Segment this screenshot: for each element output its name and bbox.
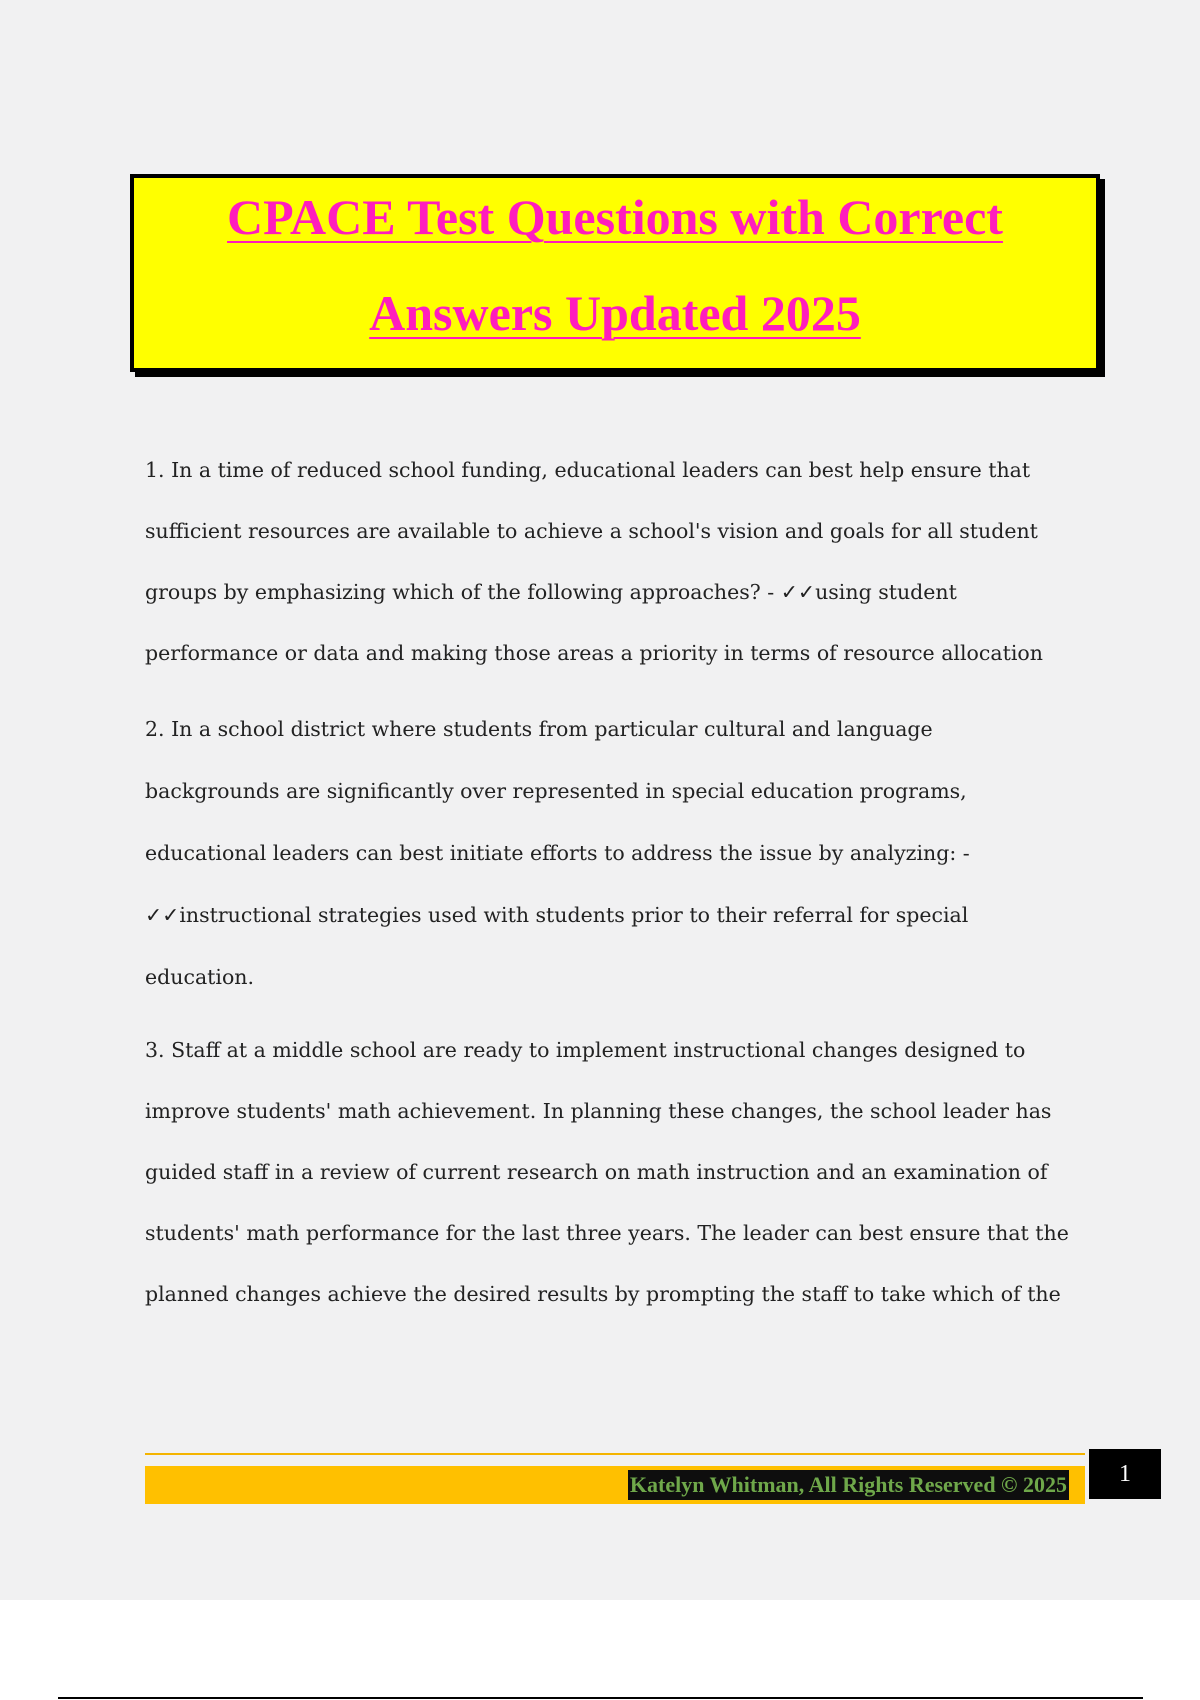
question-line: 2. In a school district where students from particular cultural and language bbox=[145, 717, 933, 741]
document-title-line-1: CPACE Test Questions with Correct bbox=[227, 189, 1003, 245]
question-line: planned changes achieve the desired results by prompting the staff to take which of the bbox=[145, 1282, 1061, 1306]
question-line: groups by emphasizing which of the following approaches? - ✓✓using student bbox=[145, 580, 957, 604]
footer-bar bbox=[145, 1466, 1085, 1504]
bottom-divider bbox=[58, 1697, 1143, 1699]
document-title-line-2: Answers Updated 2025 bbox=[369, 285, 861, 341]
question-1 bbox=[145, 440, 1095, 684]
page-number: 1 bbox=[1089, 1449, 1161, 1499]
question-line: improve students' math achievement. In planning these changes, the school leader has bbox=[145, 1099, 1052, 1123]
question-2 bbox=[145, 698, 1095, 1008]
question-line: sufficient resources are available to achieve a school's vision and goals for all student bbox=[145, 519, 1038, 543]
question-line: education. bbox=[145, 965, 255, 989]
question-line: performance or data and making those areas a priority in terms of resource allocation bbox=[145, 641, 1043, 665]
question-line: educational leaders can best initiate efforts to address the issue by analyzing: - bbox=[145, 841, 970, 865]
question-line: 1. In a time of reduced school funding, educational leaders can best help ensure that bbox=[145, 458, 1031, 482]
question-line: guided staff in a review of current research on math instruction and an examination of bbox=[145, 1160, 1048, 1184]
title-box bbox=[130, 174, 1100, 372]
question-line: ✓✓instructional strategies used with students prior to their referral for special bbox=[145, 903, 969, 927]
footer-copyright: Katelyn Whitman, All Rights Reserved © 2025 bbox=[628, 1470, 1069, 1500]
question-3 bbox=[145, 1020, 1095, 1325]
question-line: students' math performance for the last three years. The leader can best ensure that the bbox=[145, 1221, 1069, 1245]
footer-divider bbox=[145, 1453, 1085, 1455]
questions-content bbox=[145, 440, 1095, 1325]
question-line: 3. Staff at a middle school are ready to implement instructional changes designed to bbox=[145, 1038, 1026, 1062]
question-line: backgrounds are significantly over represented in special education programs, bbox=[145, 779, 967, 803]
